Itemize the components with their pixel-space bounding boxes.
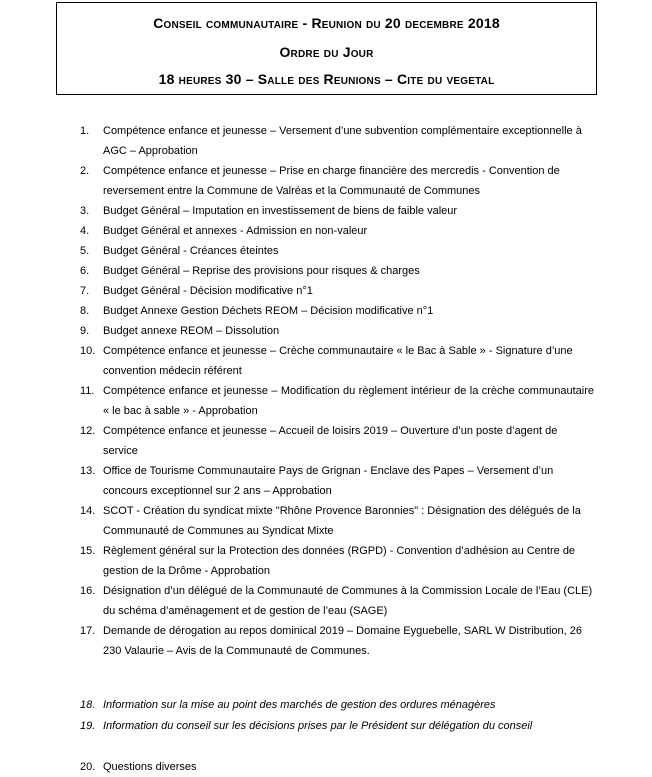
item-text: Information sur la mise au point des marchés de gestion des ordures ménagères xyxy=(103,699,496,711)
agenda-item-9 xyxy=(80,321,594,341)
item-number: 15. xyxy=(80,545,96,557)
info-item-18 xyxy=(80,695,594,715)
item-number: 8. xyxy=(80,305,90,317)
agenda-item-2 xyxy=(80,161,594,201)
item-number: 13. xyxy=(80,465,96,477)
item-text: Questions diverses xyxy=(103,761,197,773)
item-number: 6. xyxy=(80,265,90,277)
item-text: Demande de dérogation au repos dominical 2019 – Domaine Eyguebelle, SARL W Distribution, 26 230 Valaurie – Avis de la Communauté de Communes. xyxy=(103,625,582,657)
item-number: 17. xyxy=(80,625,96,637)
item-number: 10. xyxy=(80,345,96,357)
item-text: Budget Annexe Gestion Déchets REOM – Décision modificative n°1 xyxy=(103,305,434,317)
item-number: 11. xyxy=(80,385,95,397)
item-number: 18. xyxy=(80,699,96,711)
item-text: Compétence enfance et jeunesse – Modification du règlement intérieur de la crèche communautaire « le bac à sable » - Approbation xyxy=(103,385,594,417)
agenda-item-17 xyxy=(80,621,594,661)
agenda-item-15 xyxy=(80,541,594,581)
agenda-item-14 xyxy=(80,501,594,541)
item-number: 5. xyxy=(80,245,90,257)
agenda-item-12 xyxy=(80,421,594,461)
item-text: Compétence enfance et jeunesse – Accueil de loisirs 2019 – Ouverture d’un poste d’agent de service xyxy=(103,425,558,457)
item-text: Budget Général - Créances éteintes xyxy=(103,245,279,257)
agenda-item-1 xyxy=(80,121,594,161)
item-number: 2. xyxy=(80,165,90,177)
item-text: Information du conseil sur les décisions prises par le Président sur délégation du conseil xyxy=(103,720,533,732)
item-number: 7. xyxy=(80,285,90,297)
item-text: Budget annexe REOM – Dissolution xyxy=(103,325,280,337)
agenda-header-box xyxy=(56,2,597,95)
item-number: 4. xyxy=(80,225,90,237)
item-text: Compétence enfance et jeunesse – Versement d’une subvention complémentaire exceptionnelle à AGC – Approbation xyxy=(103,125,582,157)
item-text: Compétence enfance et jeunesse – Prise en charge financière des mercredis - Convention de reversement entre la Commune de Valréas et la Communauté de Communes xyxy=(103,165,560,197)
agenda-list xyxy=(80,121,594,661)
item-number: 9. xyxy=(80,325,90,337)
item-number: 14. xyxy=(80,505,96,517)
item-text: Budget Général – Imputation en investissement de biens de faible valeur xyxy=(103,205,458,217)
info-item-19 xyxy=(80,716,594,736)
meeting-title: Conseil communautaire - Reunion du 20 decembre 2018 xyxy=(153,15,500,31)
item-text: Règlement général sur la Protection des données (RGPD) - Convention d’adhésion au Centre de gestion de la Drôme - Approbation xyxy=(103,545,576,577)
item-text: Office de Tourisme Communautaire Pays de Grignan - Enclave des Papes – Versement d’un concours exceptionnel sur 2 ans – Approbation xyxy=(103,465,554,497)
item-number: 12. xyxy=(80,425,96,437)
item-text: Budget Général – Reprise des provisions pour risques & charges xyxy=(103,265,420,277)
item-number: 20. xyxy=(80,761,96,773)
agenda-item-6 xyxy=(80,261,594,281)
agenda-item-13 xyxy=(80,461,594,501)
item-text: Budget Général - Décision modificative n°1 xyxy=(103,285,313,297)
agenda-item-4 xyxy=(80,221,594,241)
agenda-item-8 xyxy=(80,301,594,321)
item-number: 1. xyxy=(80,125,90,137)
agenda-item-7 xyxy=(80,281,594,301)
item-text: Compétence enfance et jeunesse – Crèche communautaire « le Bac à Sable » - Signature d’une convention médecin référent xyxy=(103,345,573,377)
item-text: Budget Général et annexes - Admission en non-valeur xyxy=(103,225,368,237)
agenda-item-16 xyxy=(80,581,594,621)
agenda-item-10 xyxy=(80,341,594,381)
agenda-item-5 xyxy=(80,241,594,261)
agenda-title: Ordre du Jour xyxy=(279,44,374,60)
misc-item-20 xyxy=(80,757,594,777)
agenda-item-3 xyxy=(80,201,594,221)
meeting-time-location: 18 heures 30 – Salle des Reunions – Cite du vegetal xyxy=(158,71,495,87)
item-text: Désignation d’un délégué de la Communauté de Communes à la Commission Locale de l’Eau (CLE) du schéma d’aménagement et de gestion de l’eau (SAGE) xyxy=(103,585,593,617)
item-number: 3. xyxy=(80,205,90,217)
item-number: 16. xyxy=(80,585,96,597)
item-text: SCOT - Création du syndicat mixte "Rhône Provence Baronnies" : Désignation des délégués de la Communauté de Communes au Syndicat Mixte xyxy=(103,505,581,537)
agenda-item-11 xyxy=(80,381,594,421)
item-number: 19. xyxy=(80,720,96,732)
